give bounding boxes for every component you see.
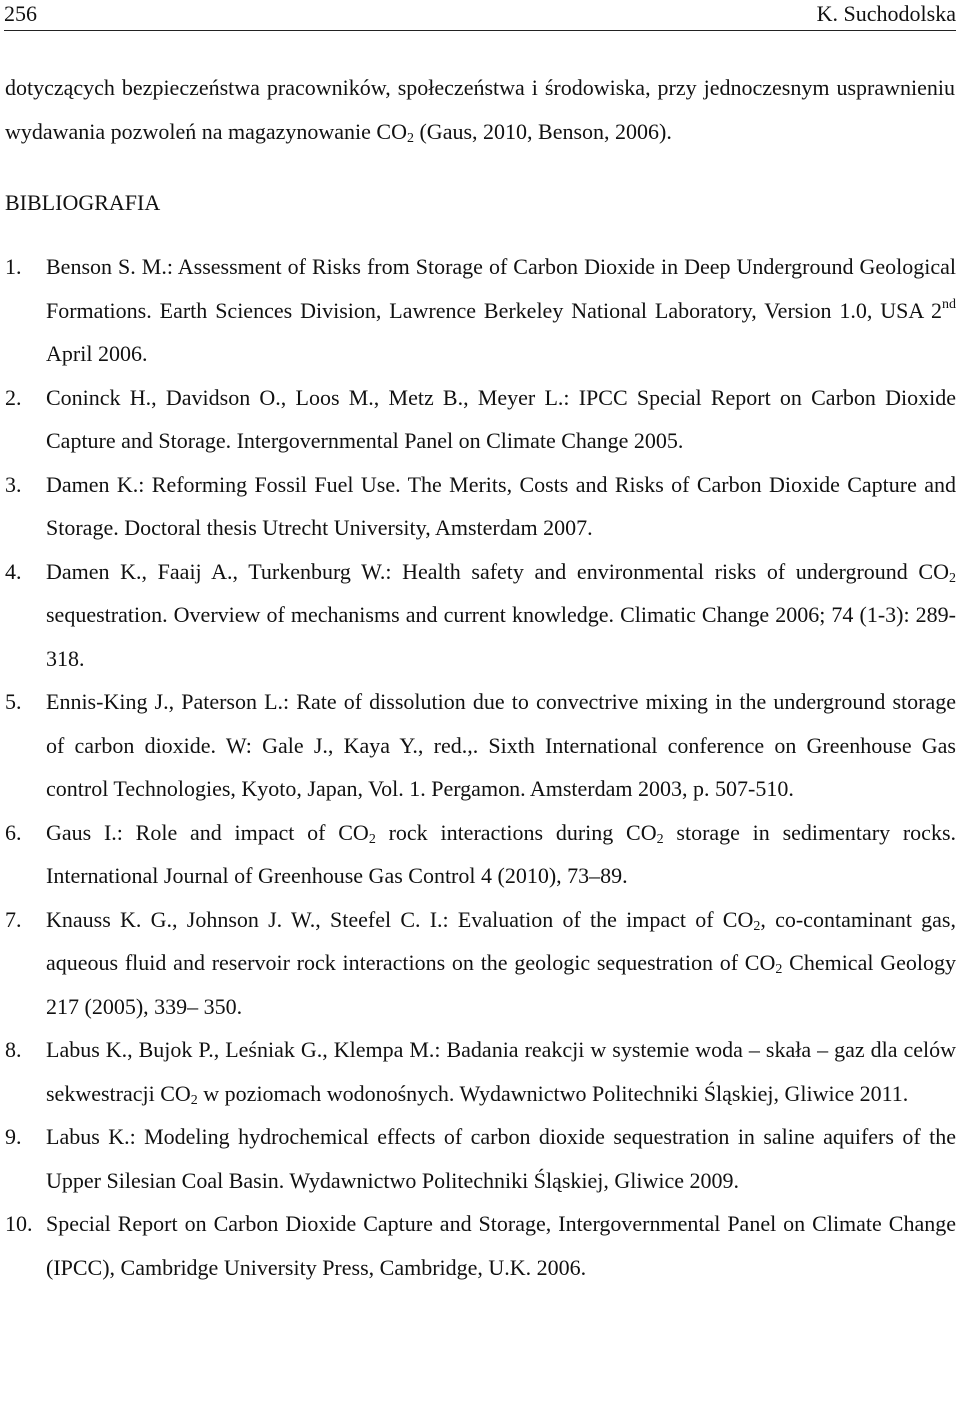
reference-number: 9. [5, 1124, 22, 1149]
reference-text: Special Report on Carbon Dioxide Capture and Storage, Intergovernmental Panel on Climate Change (IPCC), Cambridge University Press, Cambridge, U.K. 2006. [46, 1211, 956, 1280]
reference-text: Benson S. M.: Assessment of Risks from Storage of Carbon Dioxide in Deep Underground Geological Formations. Earth Sciences Division, Lawrence Berkeley National Laboratory, Version 1.0, USA 2nd April 2006. [46, 254, 956, 366]
reference-item [0, 463, 956, 550]
reference-item [0, 898, 956, 1029]
reference-list [0, 245, 956, 1289]
intro-subscript: 2 [406, 130, 414, 146]
reference-text: Damen K.: Reforming Fossil Fuel Use. The Merits, Costs and Risks of Carbon Dioxide Capture and Storage. Doctoral thesis Utrecht University, Amsterdam 2007. [46, 471, 956, 540]
reference-text: Knauss K. G., Johnson J. W., Steefel C. I.: Evaluation of the impact of $CO_2$, co-contaminant gas, aqueous fluid and reservoir rock interactions on the geologic sequestration of $CO_2$ Chemical Geology 217 (2005), 339– 350. [46, 906, 956, 1019]
reference-number: 1. [5, 254, 22, 279]
intro-paragraph [5, 66, 955, 153]
reference-item [0, 680, 956, 811]
reference-item [0, 1202, 956, 1289]
reference-item [0, 1028, 956, 1115]
reference-item [0, 550, 956, 681]
reference-item [0, 245, 956, 376]
reference-number: 3. [5, 471, 22, 497]
reference-number: 7. [5, 906, 22, 932]
intro-text: dotyczących bezpieczeństwa pracowników, społeczeństwa i środowiska, przy jednoczesnym usprawnieniu wydawania pozwoleń na magazynowanie CO [5, 75, 955, 144]
reference-text: Damen K., Faaij A., Turkenburg W.: Health safety and environmental risks of underground $CO_2$ sequestration. Overview of mechanisms and current knowledge. Climatic Change 2006; 74 (1-3): 289-318. [46, 558, 956, 671]
running-header [4, 0, 956, 31]
reference-number: 2. [5, 384, 22, 410]
reference-number: 6. [5, 819, 22, 845]
reference-number: 5. [5, 689, 22, 714]
reference-number: 10. [5, 1211, 33, 1236]
reference-text: Labus K., Bujok P., Leśniak G., Klempa M.: Badania reakcji w systemie woda – skała – gaz dla celów sekwestracji $CO_2$ w poziomach wodonośnych. Wydawnictwo Politechniki Śląskiej, Gliwice 2011. [46, 1037, 956, 1108]
reference-item [0, 376, 956, 463]
reference-text: Labus K.: Modeling hydrochemical effects of carbon dioxide sequestration in saline aquifers of the Upper Silesian Coal Basin. Wydawnictwo Politechniki Śląskiej, Gliwice 2009. [46, 1124, 956, 1193]
reference-number: 8. [5, 1037, 22, 1062]
reference-item [0, 1115, 956, 1202]
reference-item [0, 811, 956, 898]
running-author: K. Suchodolska [816, 1, 956, 26]
reference-text: Coninck H., Davidson O., Loos M., Metz B., Meyer L.: IPCC Special Report on Carbon Dioxide Capture and Storage. Intergovernmental Panel on Climate Change 2005. [46, 384, 956, 453]
intro-text-end: (Gaus, 2010, Benson, 2006). [413, 118, 672, 144]
page-number: 256 [4, 1, 37, 26]
reference-text: Ennis-King J., Paterson L.: Rate of dissolution due to convectrive mixing in the underground storage of carbon dioxide. W: Gale J., Kaya Y., red.,. Sixth International conference on Greenhouse Gas control Technologies, Kyoto, Japan, Vol. 1. Pergamon. Amsterdam 2003, p. 507-510. [46, 689, 956, 801]
section-title: BIBLIOGRAFIA [5, 190, 161, 215]
reference-text: Gaus I.: Role and impact of $CO_2$ rock interactions during $CO_2$ storage in sedimentary rocks. International Journal of Greenhouse Gas Control 4 (2010), 73–89. [46, 819, 956, 888]
reference-number: 4. [5, 558, 22, 584]
